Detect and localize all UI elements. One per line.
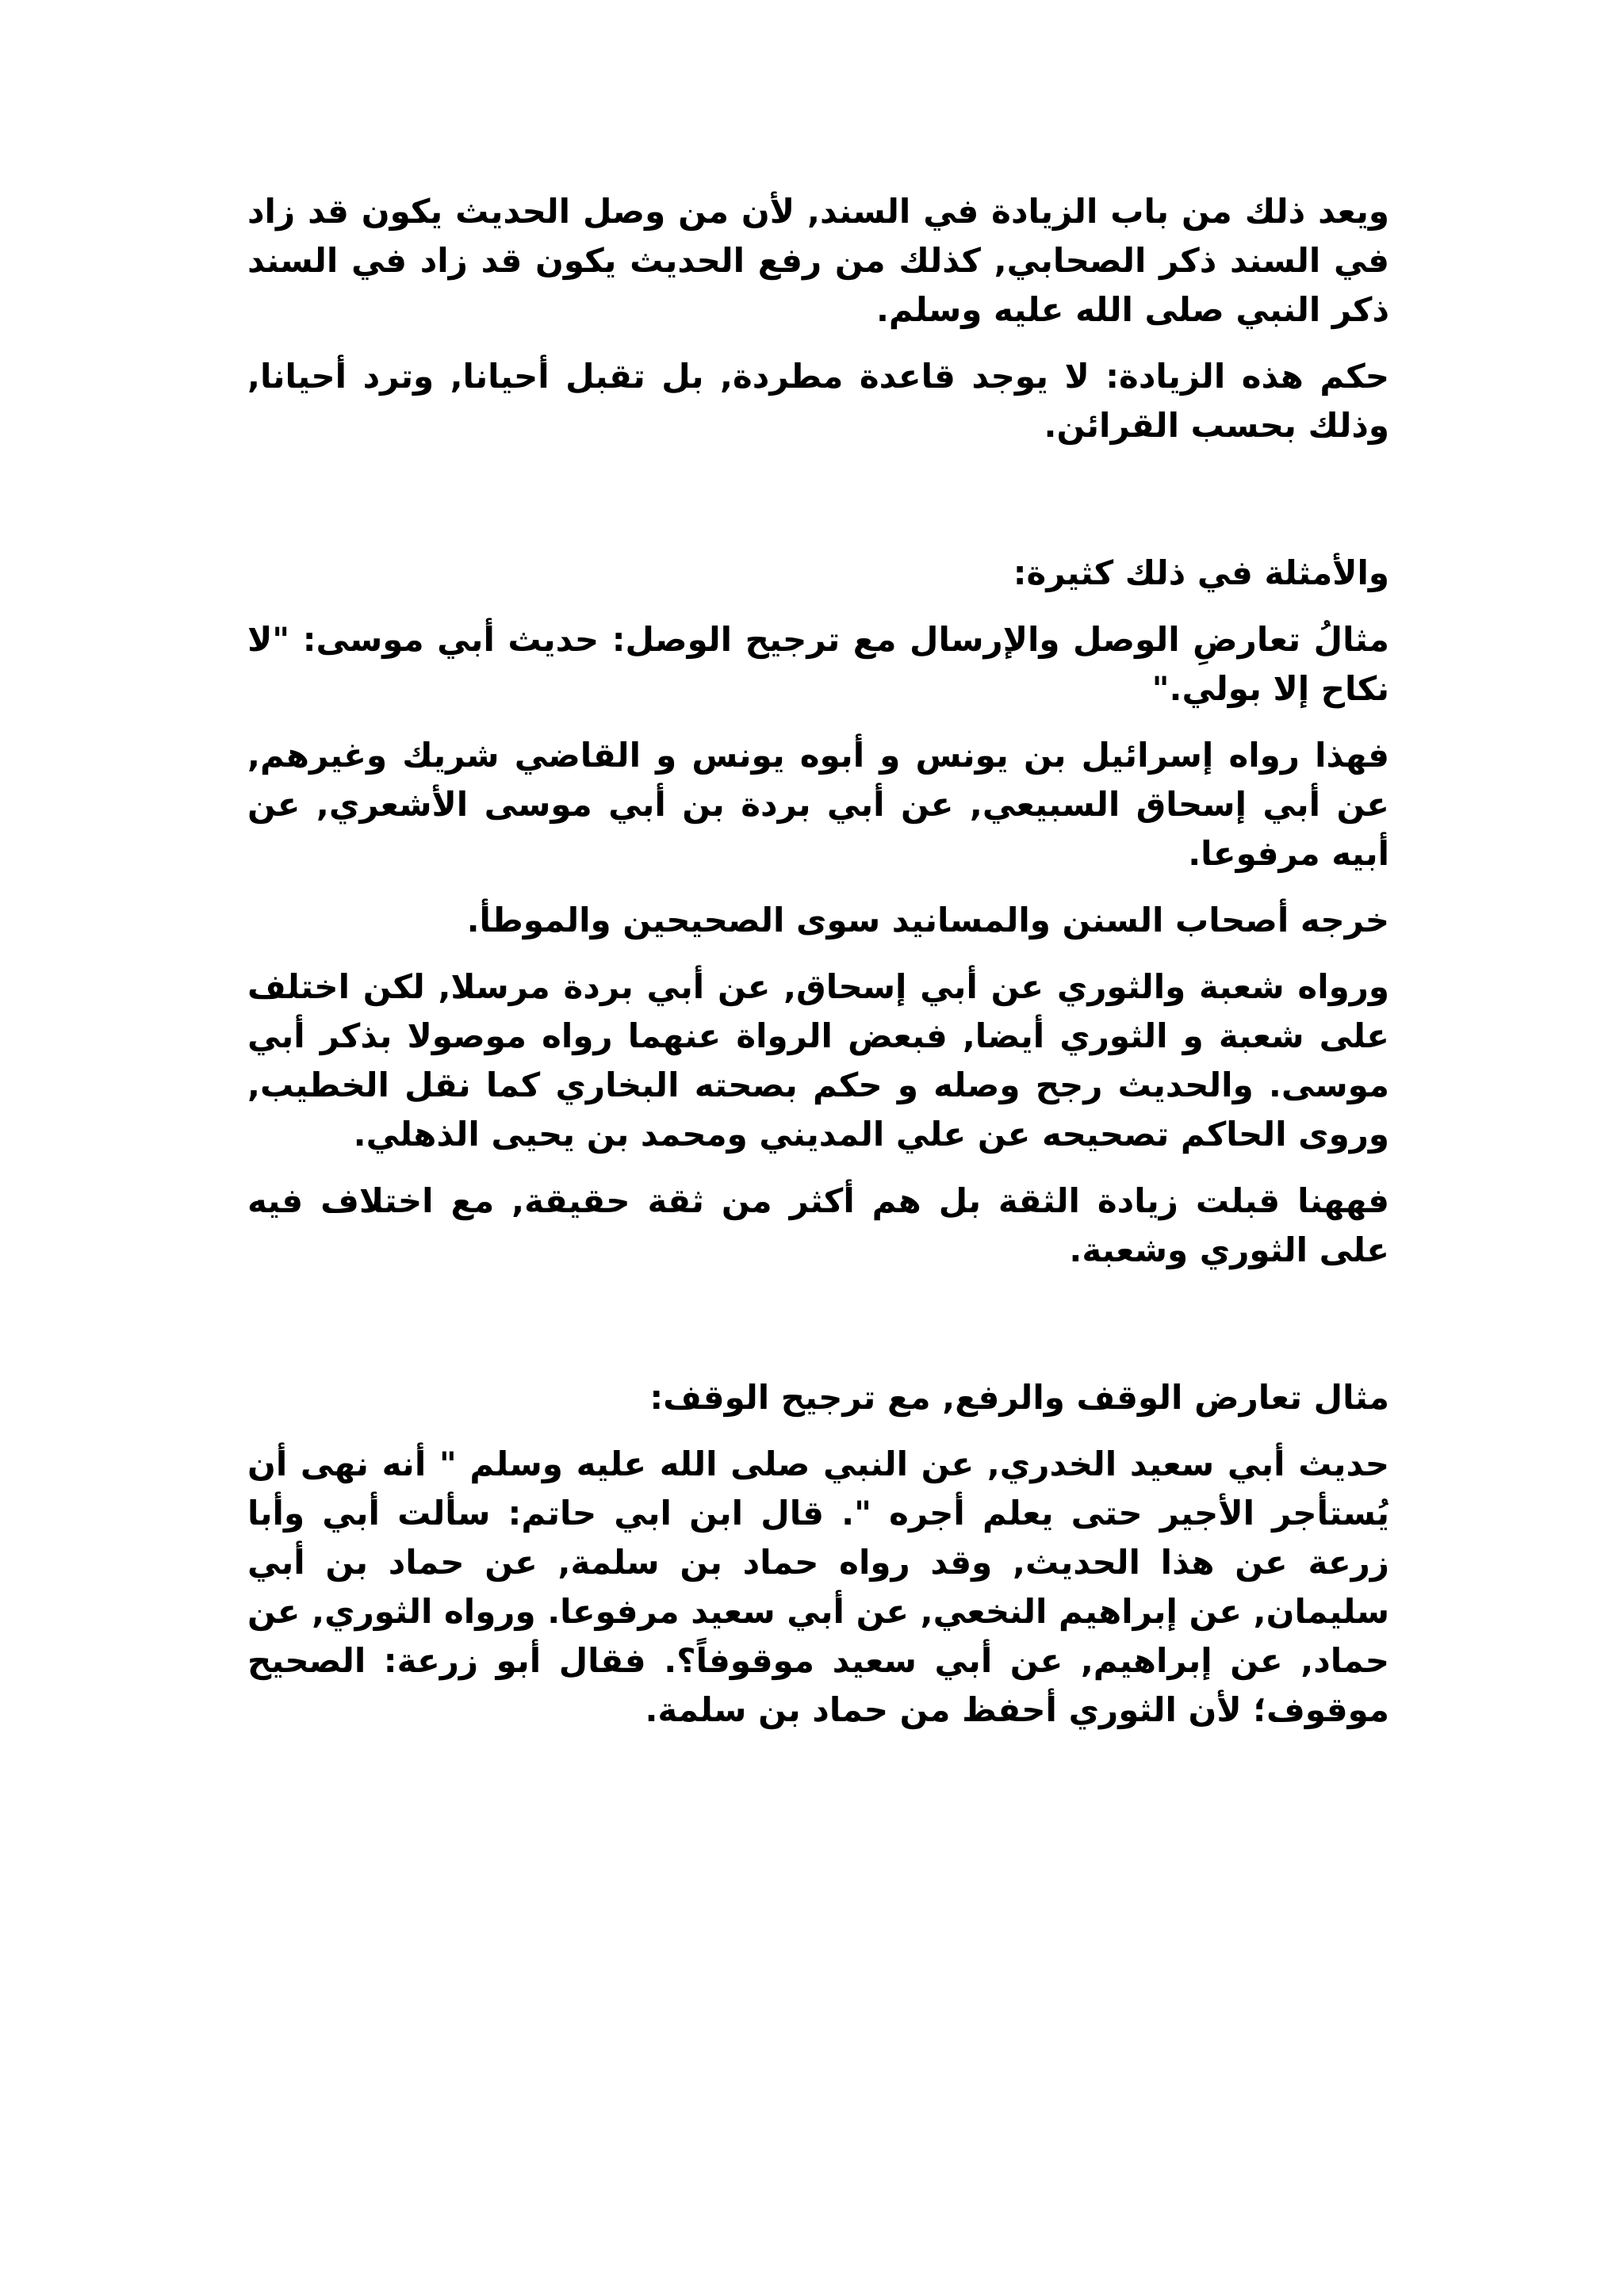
paragraph: ورواه شعبة والثوري عن أبي إسحاق, عن أبي بردة مرسلا, لكن اختلف على شعبة و الثوري أيضا, فبعض الرواة عنهما رواه موصولا بذكر أبي موسى. والحديث رجح وصله و حكم بصحته البخاري كما نقل الخطيب, وروى الحاكم تصحيحه عن علي المديني ومحمد بن يحيى الذهلي. [247, 967, 1389, 1154]
paragraph: حكم هذه الزيادة: لا يوجد قاعدة مطردة, بل تقبل أحيانا, وترد أحيانا, وذلك بحسب القرائن. [247, 357, 1389, 445]
paragraph: فههنا قبلت زيادة الثقة بل هم أكثر من ثقة حقيقة, مع اختلاف فيه على الثوري وشعبة. [247, 1181, 1389, 1269]
paragraph: ويعد ذلك من باب الزيادة في السند, لأن من وصل الحديث يكون قد زاد في السند ذكر الصحابي, كذلك من رفع الحديث يكون قد زاد في السند ذكر النبي صلى الله عليه وسلم. [247, 192, 1389, 329]
paragraph: فهذا رواه إسرائيل بن يونس و أبوه يونس و القاضي شريك وغيرهم, عن أبي إسحاق السبيعي, عن أبي بردة بن أبي موسى الأشعري, عن أبيه مرفوعا. [247, 736, 1389, 873]
body-text [247, 187, 1389, 1752]
paragraph: خرجه أصحاب السنن والمسانيد سوى الصحيحين والموطأ. [466, 901, 1389, 939]
section-spacer [247, 1292, 1389, 1373]
section-heading: مثال تعارض الوقف والرفع, مع ترجيح الوقف: [649, 1378, 1389, 1417]
section-spacer [247, 468, 1389, 549]
paragraph: مثالُ تعارضِ الوصل والإرسال مع ترجيح الوصل: حديث أبي موسى: "لا نكاح إلا بولي." [247, 620, 1389, 708]
section-heading: والأمثلة في ذلك كثيرة: [1013, 553, 1389, 592]
paragraph: حديث أبي سعيد الخدري, عن النبي صلى الله عليه وسلم " أنه نهى أن يُستأجر الأجير حتى يعلم أجره ". قال ابن ابي حاتم: سألت أبي وأبا زرعة عن هذا الحديث, وقد رواه حماد بن سلمة, عن حماد بن أبي سليمان, عن إبراهيم النخعي, عن أبي سعيد مرفوعا. ورواه الثوري, عن حماد, عن إبراهيم, عن أبي سعيد موقوفاً؟. فقال أبو زرعة: الصحيح موقوف؛ لأن الثوري أحفظ من حماد بن سلمة. [247, 1445, 1389, 1729]
